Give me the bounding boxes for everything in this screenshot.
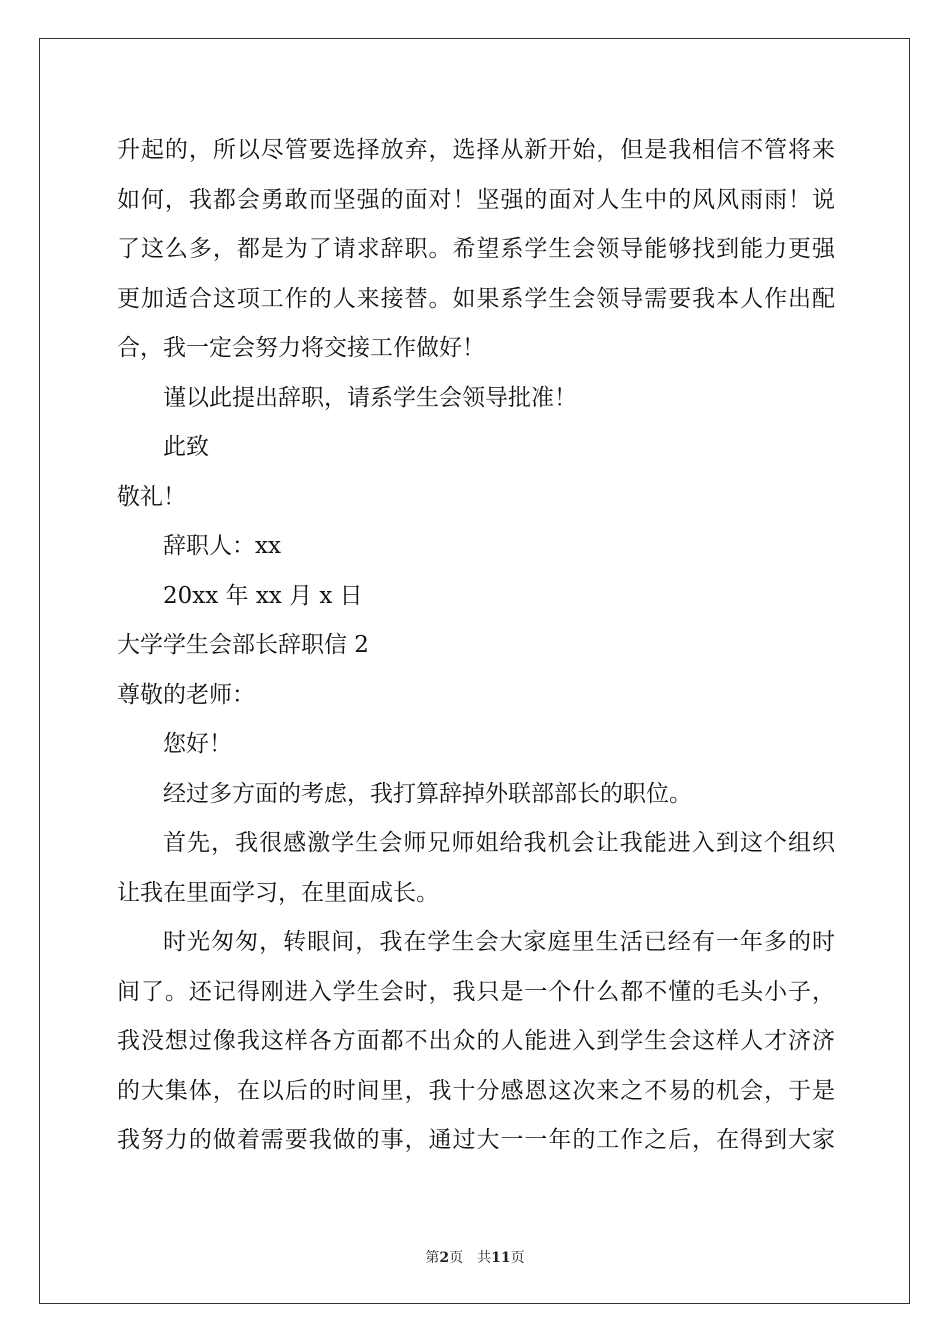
total-suffix: 页 [510, 1250, 525, 1266]
text-line: 首先，我很感激学生会师兄师姐给我机会让我能进入到这个组织 [163, 830, 835, 856]
page-number: 2 [439, 1250, 450, 1266]
text-line: 时光匆匆，转眼间，我在学生会大家庭里生活已经有一年多的时 [163, 929, 835, 955]
page-suffix: 页 [449, 1250, 464, 1266]
closing-line: 此致 [163, 434, 209, 460]
document-body [117, 126, 835, 1166]
signature-line: 辞职人：xx [163, 533, 281, 559]
text-line: 您好！ [163, 731, 232, 757]
salutation-line: 敬礼！ [117, 483, 186, 510]
date-line: 20xx 年 xx 月 x 日 [163, 582, 363, 609]
page-prefix: 第 [425, 1250, 440, 1266]
text-line: 间了。还记得刚进入学生会时，我只是一个什么都不懂的毛头小子， [117, 978, 835, 1005]
text-line: 我努力的做着需要我做的事，通过大一一年的工作之后，在得到大家 [117, 1127, 835, 1153]
total-prefix: 共 [477, 1250, 492, 1266]
text-line: 如何，我都会勇敢而坚强的面对！坚强的面对人生中的风风雨雨！说 [117, 186, 835, 213]
text-line: 我没想过像我这样各方面都不出众的人能进入到学生会这样人才济济 [117, 1028, 835, 1054]
text-line: 升起的，所以尽管要选择放弃，选择从新开始，但是我相信不管将来 [117, 137, 835, 163]
greeting-line: 尊敬的老师： [117, 681, 255, 708]
section-title: 大学学生会部长辞职信 2 [117, 632, 369, 658]
text-line: 经过多方面的考虑，我打算辞掉外联部部长的职位。 [163, 780, 692, 807]
text-line: 谨以此提出辞职，请系学生会领导批准！ [163, 384, 577, 411]
text-line: 让我在里面学习，在里面成长。 [117, 879, 439, 906]
text-line: 的大集体，在以后的时间里，我十分感恩这次来之不易的机会，于是 [117, 1077, 835, 1104]
page-footer [0, 1247, 950, 1267]
text-line: 了这么多，都是为了请求辞职。希望系学生会领导能够找到能力更强 [117, 236, 835, 262]
text-line: 更加适合这项工作的人来接替。如果系学生会领导需要我本人作出配 [117, 285, 835, 312]
total-pages: 11 [491, 1250, 511, 1266]
text-line: 合，我一定会努力将交接工作做好！ [117, 335, 485, 361]
